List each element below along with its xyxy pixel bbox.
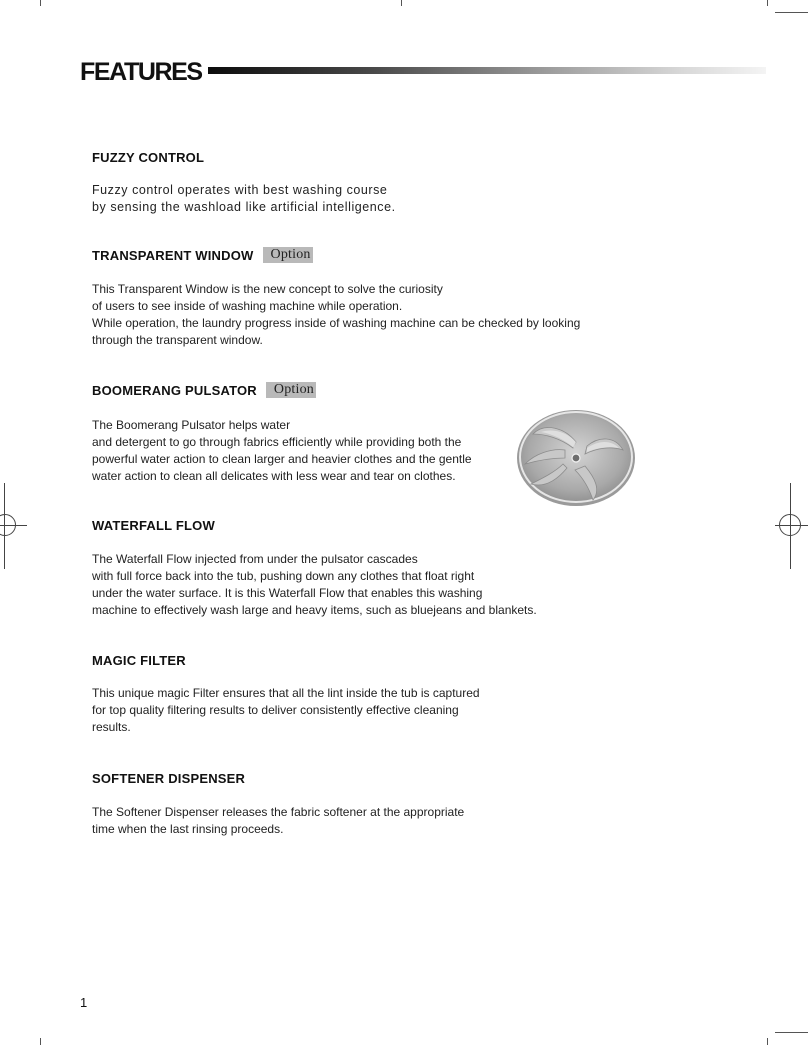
section-heading-text: TRANSPARENT WINDOW — [92, 247, 254, 263]
page-number: 1 — [80, 995, 88, 1010]
crop-mark — [767, 1038, 768, 1045]
option-badge: Option — [263, 247, 313, 263]
section-body — [92, 685, 652, 736]
section-magic-filter — [92, 651, 652, 736]
section-body — [92, 804, 652, 838]
crop-mark — [775, 1032, 808, 1033]
section-heading — [92, 148, 652, 166]
section-heading — [92, 246, 652, 264]
body-line: under the water surface. It is this Waterfall Flow that enables this washing — [92, 586, 483, 600]
body-line: This unique magic Filter ensures that all the lint inside the tub is captured — [92, 686, 480, 700]
body-line: The Boomerang Pulsator helps water — [92, 418, 291, 432]
section-heading-text: BOOMERANG PULSATOR — [92, 382, 257, 398]
section-softener-dispenser — [92, 769, 652, 838]
body-line: machine to effectively wash large and heavy items, such as bluejeans and blankets. — [92, 603, 537, 617]
section-body — [92, 182, 652, 216]
section-transparent-window — [92, 246, 652, 349]
body-line: The Waterfall Flow injected from under the pulsator cascades — [92, 552, 418, 566]
section-body — [92, 281, 652, 349]
pulsator-icon — [515, 408, 637, 513]
body-line: This Transparent Window is the new concept to solve the curiosity — [92, 282, 443, 296]
section-heading — [92, 651, 652, 669]
section-fuzzy-control — [92, 148, 652, 216]
page-header — [80, 56, 766, 88]
crop-mark — [40, 1038, 41, 1045]
body-line: Fuzzy control operates with best washing course — [92, 183, 388, 197]
section-body — [92, 551, 652, 619]
body-line: results. — [92, 720, 131, 734]
body-line: water action to clean all delicates with less wear and tear on clothes. — [92, 469, 456, 483]
crop-mark — [40, 0, 41, 6]
title-gradient-bar — [208, 67, 766, 74]
section-heading-text: SOFTENER DISPENSER — [92, 770, 246, 786]
section-heading-text: WATERFALL FLOW — [92, 517, 215, 533]
section-waterfall-flow — [92, 516, 652, 619]
body-line: time when the last rinsing proceeds. — [92, 822, 284, 836]
body-line: of users to see inside of washing machine while operation. — [92, 299, 403, 313]
body-line: The Softener Dispenser releases the fabric softener at the appropriate — [92, 805, 465, 819]
crop-mark — [767, 0, 768, 6]
body-line: powerful water action to clean larger and heavier clothes and the gentle — [92, 452, 472, 466]
page-title: FEATURES — [80, 58, 202, 86]
crop-mark — [775, 12, 808, 13]
section-heading — [92, 381, 652, 399]
section-heading — [92, 769, 652, 787]
body-line: with full force back into the tub, pushing down any clothes that float right — [92, 569, 475, 583]
section-heading-text: MAGIC FILTER — [92, 652, 186, 668]
body-line: and detergent to go through fabrics efficiently while providing both the — [92, 435, 462, 449]
body-line: While operation, the laundry progress inside of washing machine can be checked by looking — [92, 316, 581, 330]
body-line: by sensing the washload like artificial intelligence. — [92, 200, 396, 214]
crop-mark — [401, 0, 402, 6]
section-heading-text: FUZZY CONTROL — [92, 149, 205, 165]
option-badge: Option — [266, 382, 316, 398]
section-heading — [92, 516, 652, 534]
body-line: for top quality filtering results to deliver consistently effective cleaning — [92, 703, 459, 717]
body-line: through the transparent window. — [92, 333, 263, 347]
